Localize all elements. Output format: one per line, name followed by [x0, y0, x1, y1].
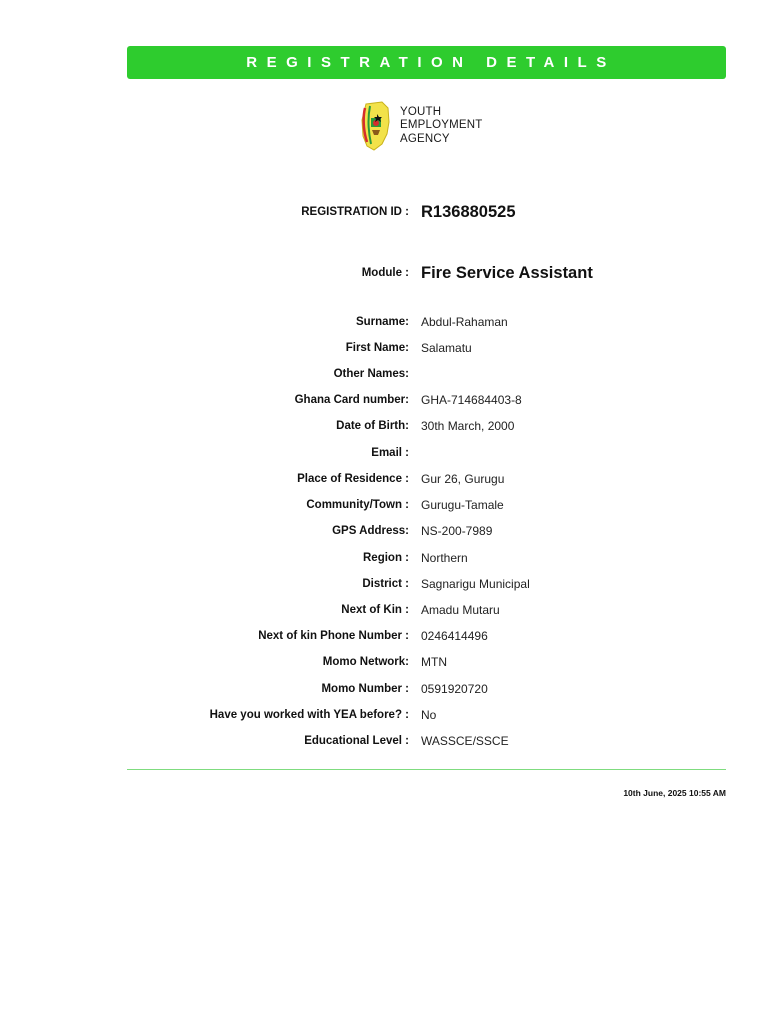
field-value: Abdul-Rahaman: [421, 315, 508, 329]
field-value: Amadu Mutaru: [421, 603, 500, 617]
field-row-surname: [0, 312, 768, 332]
field-row-worked-with-yea: [0, 705, 768, 725]
agency-name: [400, 106, 483, 147]
field-row-date-of-birth: [0, 416, 768, 436]
field-row-momo-network: [0, 652, 768, 672]
field-label: Surname:: [355, 316, 409, 328]
registration-id-value: R136880525: [421, 203, 516, 221]
field-row-first-name: [0, 338, 768, 358]
registration-id-label: REGISTRATION ID :: [301, 206, 409, 218]
print-timestamp: 10th June, 2025 10:55 AM: [623, 788, 726, 798]
header-banner: [127, 46, 726, 79]
field-value: Sagnarigu Municipal: [421, 577, 530, 591]
field-label: Momo Network:: [322, 656, 409, 668]
yea-logo: [360, 100, 483, 152]
field-row-community-town: [0, 495, 768, 515]
module-label: Module :: [361, 267, 409, 279]
field-label: Have you worked with YEA before? :: [209, 709, 409, 721]
field-value: No: [421, 708, 437, 722]
module-row: [0, 263, 768, 283]
field-row-momo-number: [0, 679, 768, 699]
field-label: Community/Town :: [306, 499, 409, 511]
field-row-district: [0, 574, 768, 594]
field-value: NS-200-7989: [421, 524, 493, 538]
field-label: Date of Birth:: [336, 420, 409, 432]
field-value: WASSCE/SSCE: [421, 734, 509, 748]
field-label: Next of Kin :: [341, 604, 409, 616]
field-label: Other Names:: [333, 368, 409, 380]
field-label: Place of Residence :: [297, 473, 409, 485]
field-row-next-of-kin-phone: [0, 626, 768, 646]
field-row-other-names: [0, 364, 768, 384]
field-label: Email :: [371, 447, 409, 459]
field-row-place-of-residence: [0, 469, 768, 489]
field-label: First Name:: [345, 342, 409, 354]
field-row-next-of-kin: [0, 600, 768, 620]
module-value: Fire Service Assistant: [421, 264, 593, 282]
field-label: Next of kin Phone Number :: [258, 630, 409, 642]
field-row-ghana-card: [0, 390, 768, 410]
field-value: Gur 26, Gurugu: [421, 472, 505, 486]
footer-divider: [127, 769, 726, 770]
field-label: Region :: [363, 552, 409, 564]
field-value: Gurugu-Tamale: [421, 498, 504, 512]
field-label: Momo Number :: [321, 683, 409, 695]
field-value: 0591920720: [421, 682, 488, 696]
field-value: MTN: [421, 655, 447, 669]
field-row-educational-level: [0, 731, 768, 751]
field-label: District :: [362, 578, 409, 590]
field-value: GHA-714684403-8: [421, 393, 522, 407]
field-row-email: [0, 443, 768, 463]
field-value: Northern: [421, 551, 468, 565]
field-row-region: [0, 548, 768, 568]
field-value: 0246414496: [421, 629, 488, 643]
field-row-gps-address: [0, 521, 768, 541]
page-title: REGISTRATION DETAILS: [246, 54, 616, 71]
field-label: Educational Level :: [304, 735, 409, 747]
registration-id-row: [0, 202, 768, 222]
ghana-map-emblem-icon: [360, 100, 392, 152]
field-value: Salamatu: [421, 341, 472, 355]
field-label: Ghana Card number:: [294, 394, 409, 406]
field-value: 30th March, 2000: [421, 419, 515, 433]
agency-name-line-2: EMPLOYMENT: [400, 119, 483, 132]
agency-name-line-1: YOUTH: [400, 105, 442, 118]
agency-name-line-3: AGENCY: [400, 132, 450, 145]
field-label: GPS Address:: [332, 525, 409, 537]
